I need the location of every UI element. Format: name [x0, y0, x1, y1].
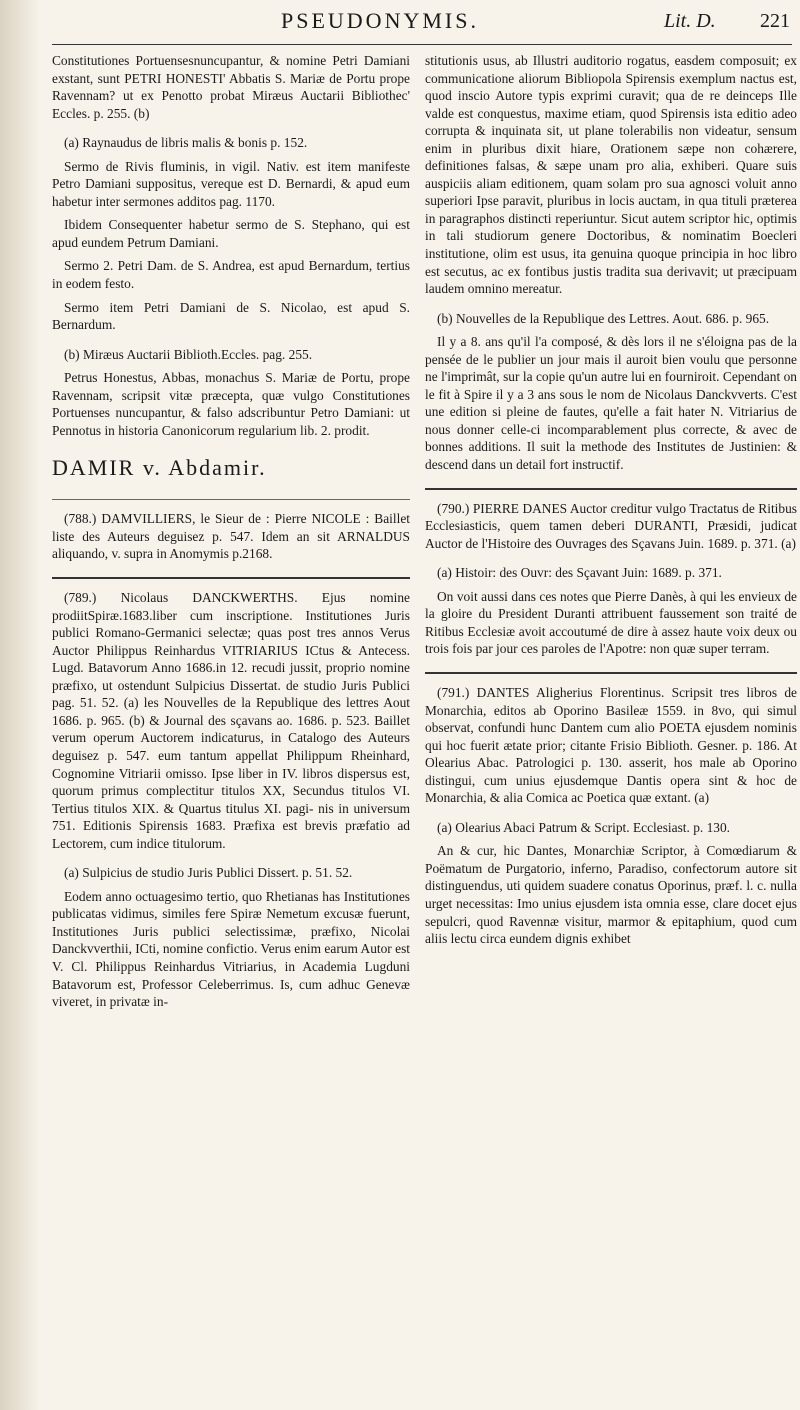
entry: (788.) DAMVILLIERS, le Sieur de : Pierre NICOLE : Baillet liste des Auteurs deguisez p. 547. Idem an sit ARNALDUS aliquando, v. supra in Anomymis p.2168.: [52, 511, 410, 562]
paragraph: Ibidem Consequenter habetur sermo de S. Stephano, qui est apud eundem Petrum Damiani.: [52, 217, 410, 250]
left-column: [52, 52, 410, 1017]
entry: (789.) Nicolaus DANCKWERTHS. Ejus nomine prodiitSpiræ.1683.liber cum inscriptione. Institutiones Juris publici Romano-Germanici selectæ; quas post tres annos Verus Auctor Philippus Reinhardus VITRIARIUS ICtus & Antecess. Lugd. Batavorum Anno 1686.in 12. recudi jussit, proprio nomine præfixo, ut ostendunt Sulpicius Dissertat. de studio Juris Publici pag. 51. 52. (a) les Nouvelles de la Republique des lettres Aout 1686. p. 965. (b) & Journal des sçavans ao. 1686. p. 523. Baillet verum operum Auctorem indicaturus, in Catalogo des Auteurs deguisez p. 547. eum tantum appellat Philippum Rheinhard, Cognomine Vitriarii omisso. Ipse liber in IV. libros dispersus est, quorum primus complectitur titulos XX, Secundus titulos VI. Tertius titulos XIX. & Quartus titulus XI. pagi- nis in universum 751. Editionis Spirensis 1683. Præfixa est brevis præfatio ad Lectorem, cum indice titulorum.: [52, 590, 410, 851]
divider: [52, 499, 410, 500]
entry: (790.) PIERRE DANES Auctor creditur vulgo Tractatus de Ritibus Ecclesiasticis, quem tamen deberi DURANTI, Præsidi, judicat Auctor de l'Histoire des Ouvrages des Sçavans Juin. 1689. p. 371. (a): [425, 500, 797, 551]
running-title: PSEUDONYMIS.: [281, 8, 479, 33]
section-label: Lit. D.: [664, 10, 716, 32]
footnote: (a) Olearius Abaci Patrum & Script. Ecclesiast. p. 130.: [437, 819, 731, 835]
paragraph: Il y a 8. ans qu'il l'a composé, & dès lors il ne s'éloigna pas de la pensée de le publier un jour mais il auroit bien voulu que personne ne l'imprimât, sur la copie qu'un autre lui en fourniroit. Cependant on le fit à Spire il y a 3 ans sous le nom de Nicolaus Danckvverts. C'est une edition si pleine de fautes, qu'elle a fait hater N. Vitriarius de nous donner celle-ci incomparablement plus correcte, & avec de bonnes additions. Il suit la methode des Institutes de Justinien: & descend dans un detail fort instructif.: [425, 334, 797, 473]
footnote: (a) Raynaudus de libris malis & bonis p. 152.: [64, 135, 308, 151]
entry-heading: DAMIR v. Abdamir.: [52, 455, 267, 481]
paragraph: Sermo item Petri Damiani de S. Nicolao, est apud S. Bernardum.: [52, 299, 410, 333]
divider: [425, 488, 797, 490]
paragraph: On voit aussi dans ces notes que Pierre Danès, à qui les envieux de la gloire du President Duranti attribuent faussement son traité de Ritibus Ecclesiæ avoit accoutumé de dire à assez haute voix deux ou trois fois par jour ces paroles de l'Apotre: non quæ super terram.: [425, 588, 797, 657]
paragraph: Petrus Honestus, Abbas, monachus S. Mariæ de Portu, prope Ravennam, scripsit vitæ præcepta, quæ vulgo Constitutiones Portuenses nuncupantur, & falso adscribuntur Petro Damiani: ut Pennotus in historia Canonicorum regularium lib. 2. prodit.: [52, 370, 410, 438]
page-number: 221: [760, 10, 790, 32]
paragraph: Constitutiones Portuensesnuncupantur, & nomine Petri Damiani exstant, sunt PETRI HONESTI' Abbatis S. Mariæ de Portu prope Ravennam? ut ex Penotto probat Miræus Auctarii Bibliothec' Eccles. p. 255. (b): [52, 53, 410, 121]
right-column: [425, 52, 797, 954]
paragraph: stitutionis usus, ab Illustri auditorio rogatus, easdem composuit; ex communicatione aliorum Bibliopola Spirensis exemplum nactus est, quod inscio Autore typis exprimi curavit; qua de re deinceps Ille valde est conquestus, maxime etiam, quod Spirensis ista editio adeo corrupta & inquinata sit, ut plane tolerabilis non videatur, sensum enim in pluribus dixit hiare, Orationem sæpe non cohærere, definitiones falsas, & sæpe unam pro alia, exhiberi. Quare suis auspiciis aliam editionem, quam solam pro sua agnosci voluit anno superiori Ipse paravit, pluribus in locis auctam, in qua tituli præterea in paragraphos distincti reperiuntur. Sicut autem scriptor hic, optimis in tali studiorum genere Doctoribus, & nominatim Boecleri institutione, olim est usus, ita genuina quoque principia in hoc libro est secutus, ac ex fontibus justis tradita sua derivavit; ut præcipuam laudem omnino mereatur.: [425, 53, 797, 297]
divider: [425, 672, 797, 674]
entry: (791.) DANTES Aligherius Florentinus. Scripsit tres libros de Monarchia, editos ab Oporino Basileæ 1559. in 8vo, qui simul observat, confundi hunc Dantem cum alio POETA ejusdem nominis qui hoc fuerit ætate prior; citante Frisio Biblioth. Gesner. p. 186. At Olearius Abac. Patrologici p. 130. asserit, hos male ab Oporino distingui, cum unius ejusdemque Dantis opera sint & hoc de Monarchia, & alia Comica ac Poetica quæ extant. (a): [425, 684, 797, 806]
paragraph: Sermo de Rivis fluminis, in vigil. Nativ. est item manifeste Petro Damiani suppositus, vereque est D. Bernardi, & apud eum habetur inter sermones additos pag. 1170.: [52, 158, 410, 209]
paragraph: Eodem anno octuagesimo tertio, quo Rhetianas has Institutiones publicatas vidimus, similes fere Spiræ Nemetum excusæ fuerunt, Institutiones Juris publici selectissimæ, præfixo, Nicolai Danckvverthii, ICti, nomine confictio. Verus enim earum Autor est V. Cl. Philippus Reinhardus Vitriarius, in Academia Lugduni Batavorum est, Professor Celeberrimus. Is, cum adhuc Genevæ viveret, in privatæ in-: [52, 888, 410, 1010]
page-gutter-shadow: [0, 0, 40, 1410]
footnote: (a) Sulpicius de studio Juris Publici Dissert. p. 51. 52.: [64, 865, 353, 881]
paragraph: An & cur, hic Dantes, Monarchiæ Scriptor, à Comœdiarum & Poëmatum de Purgatorio, inferno, Paradiso, confectorum autore sit distinguendus, uti quidem suadere conatus Oporinus, præf. l. c. nulla urget necessitas: Imo unius ejusdem ista omnia esse, clare docet ejus sepulcri, quod Ravennæ visitur, marmor & epitaphium, quod cum aliis lectu circa eundem dignis exhibet: [425, 843, 797, 947]
footnote: (a) Histoir: des Ouvr: des Sçavant Juin: 1689. p. 371.: [437, 565, 722, 581]
header-rule: [52, 44, 792, 45]
footnote: (b) Miræus Auctarii Biblioth.Eccles. pag. 255.: [64, 346, 313, 362]
divider: [52, 577, 410, 579]
running-header: [0, 0, 800, 48]
paragraph: Sermo 2. Petri Dam. de S. Andrea, est apud Bernardum, tertius in eodem festo.: [52, 258, 410, 292]
footnote: (b) Nouvelles de la Republique des Lettres. Aout. 686. p. 965.: [437, 310, 770, 326]
